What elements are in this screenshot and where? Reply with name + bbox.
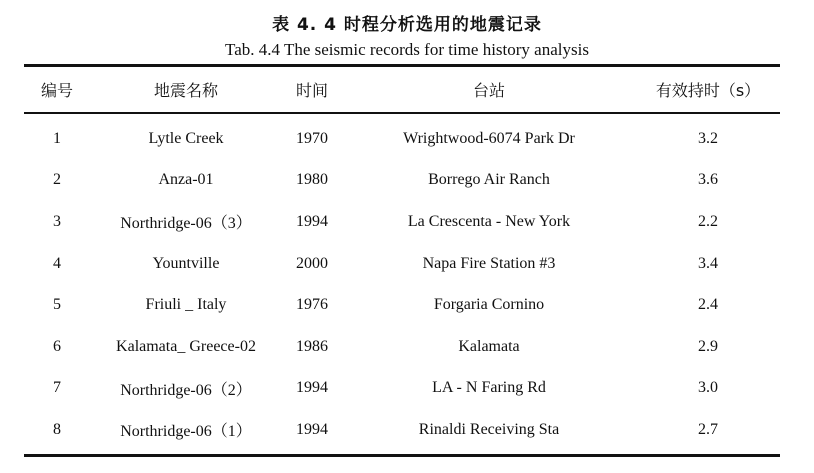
header-duration: 有效持时（s） <box>655 81 761 100</box>
cell-number: 7 <box>53 379 61 397</box>
cell-year: 1986 <box>296 337 328 355</box>
table-row <box>24 368 780 410</box>
cell-year: 1994 <box>296 420 328 438</box>
cell-year: 1994 <box>296 379 328 397</box>
cell-earthquake-name: Northridge-06（1） <box>120 423 252 441</box>
table-bottom-rule <box>24 454 780 457</box>
cell-number: 3 <box>53 212 61 230</box>
cell-earthquake-name: Anza-01 <box>158 171 214 189</box>
cell-number: 2 <box>53 171 61 189</box>
seismic-records-table <box>24 64 780 457</box>
cell-earthquake-name: Yountville <box>152 254 220 272</box>
cell-station: Borrego Air Ranch <box>428 171 550 189</box>
table-header-row <box>24 67 780 112</box>
cell-station: LA - N Faring Rd <box>432 379 546 397</box>
cell-duration: 2.9 <box>698 337 718 355</box>
cell-year: 2000 <box>296 254 328 272</box>
cell-duration: 2.4 <box>698 296 718 314</box>
header-year: 时间 <box>295 81 328 100</box>
cell-station: Rinaldi Receiving Sta <box>418 420 560 438</box>
cell-duration: 3.6 <box>698 171 718 189</box>
header-earthquake-name: 地震名称 <box>153 81 218 100</box>
cell-year: 1976 <box>296 296 328 314</box>
table-row <box>24 243 780 285</box>
cell-duration: 3.0 <box>698 379 718 397</box>
table-caption-english: Tab. 4.4 The seismic records for time history analysis <box>225 40 589 59</box>
cell-station: Wrightwood-6074 Park Dr <box>403 129 575 147</box>
cell-duration: 2.7 <box>698 420 718 438</box>
cell-duration: 3.4 <box>698 254 718 272</box>
table-row <box>24 118 780 160</box>
cell-number: 5 <box>53 296 61 314</box>
cell-duration: 2.2 <box>698 212 718 230</box>
cell-earthquake-name: Friuli _ Italy <box>145 296 227 314</box>
cell-number: 1 <box>53 129 61 147</box>
cell-year: 1970 <box>296 129 328 147</box>
table-row <box>24 409 780 451</box>
table-row <box>24 284 780 326</box>
cell-station: Forgaria Cornino <box>433 296 545 314</box>
table-row <box>24 326 780 368</box>
cell-number: 6 <box>53 337 61 355</box>
cell-number: 4 <box>53 254 61 272</box>
table-caption-chinese: 表 4. 4 时程分析选用的地震记录 <box>272 15 542 35</box>
cell-number: 8 <box>53 420 61 438</box>
header-number: 编号 <box>40 81 73 100</box>
table-body <box>24 114 780 454</box>
cell-station: Napa Fire Station #3 <box>422 254 556 272</box>
cell-year: 1980 <box>296 171 328 189</box>
cell-year: 1994 <box>296 212 328 230</box>
cell-duration: 3.2 <box>698 129 718 147</box>
table-row <box>24 160 780 202</box>
table-row <box>24 201 780 243</box>
cell-earthquake-name: Northridge-06（2） <box>120 381 252 399</box>
cell-earthquake-name: Lytle Creek <box>148 129 224 147</box>
cell-earthquake-name: Kalamata_ Greece-02 <box>116 337 256 355</box>
cell-earthquake-name: Northridge-06（3） <box>120 215 252 233</box>
cell-station: La Crescenta - New York <box>407 212 571 230</box>
cell-station: Kalamata <box>458 337 520 355</box>
header-station: 台站 <box>472 81 505 100</box>
